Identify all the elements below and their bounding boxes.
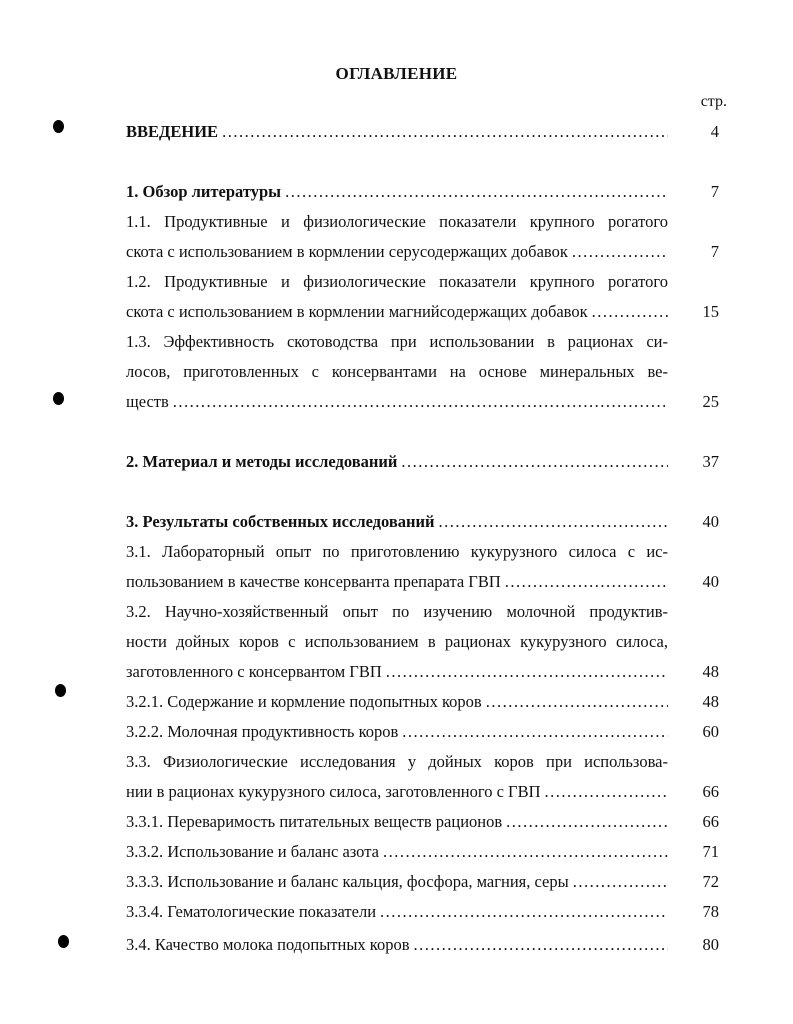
toc-entry xyxy=(126,692,668,712)
toc-page-number: 7 xyxy=(710,242,719,261)
dot-leader xyxy=(173,392,668,412)
toc-entry-title: 2. Материал и методы исследований xyxy=(126,452,398,471)
toc-entry xyxy=(126,662,668,682)
toc-entry-title: 3.2.1. Содержание и кормление подопытных коров xyxy=(126,692,482,711)
dot-leader xyxy=(402,722,668,742)
dot-leader xyxy=(439,512,668,532)
toc-entry-title: 1. Обзор литературы xyxy=(126,182,282,201)
page-column-label: стр. xyxy=(700,93,727,110)
toc-entry-line: 3.1. Лабораторный опыт по приготовлению кукурузного силоса с ис- xyxy=(126,542,668,561)
toc-entry xyxy=(126,122,668,142)
toc-page-number: 48 xyxy=(702,662,719,681)
dot-leader xyxy=(573,872,668,892)
toc-page-number: 40 xyxy=(702,572,719,591)
toc-page-number: 66 xyxy=(702,782,719,801)
binding-hole-mark xyxy=(53,120,64,133)
toc-page-number: 71 xyxy=(702,842,719,861)
dot-leader xyxy=(383,842,668,862)
toc-entry xyxy=(126,182,668,202)
toc-entry-line: лосов, приготовленных с консервантами на основе минеральных ве- xyxy=(126,362,668,381)
toc-entry xyxy=(126,452,668,472)
toc-page-number: 4 xyxy=(710,122,719,141)
dot-leader xyxy=(572,242,668,262)
toc-entry xyxy=(126,812,668,832)
toc-entry-line: 1.1. Продуктивные и физиологические показатели крупного рогатого xyxy=(126,212,668,231)
toc-page-number: 72 xyxy=(702,872,719,891)
dot-leader xyxy=(414,935,668,955)
toc-page-number: 25 xyxy=(702,392,719,411)
toc-entry xyxy=(126,392,668,412)
binding-hole-mark xyxy=(55,684,66,697)
toc-page-number: 60 xyxy=(702,722,719,741)
toc-entry xyxy=(126,902,668,922)
toc-entry-title: ВВЕДЕНИЕ xyxy=(126,122,219,141)
toc-entry-title: заготовленного с консервантом ГВП xyxy=(126,662,382,681)
toc-entry-title: 3.3.2. Использование и баланс азота xyxy=(126,842,379,861)
toc-page-number: 80 xyxy=(702,935,719,954)
toc-entry-title: пользованием в качестве консерванта препарата ГВП xyxy=(126,572,501,591)
toc-entry-title: скота с использованием в кормлении магнийсодержащих добавок xyxy=(126,302,588,321)
dot-leader xyxy=(545,782,668,802)
toc-entry-title: 3. Результаты собственных исследований xyxy=(126,512,435,531)
toc-entry xyxy=(126,782,668,802)
toc-entry-title: 3.4. Качество молока подопытных коров xyxy=(126,935,410,954)
toc-page-number: 37 xyxy=(702,452,719,471)
toc-page-number: 78 xyxy=(702,902,719,921)
toc-entry-title: 3.3.3. Использование и баланс кальция, фосфора, магния, серы xyxy=(126,872,569,891)
toc-entry-line: 3.3. Физиологические исследования у дойных коров при использова- xyxy=(126,752,668,771)
toc-page-number: 7 xyxy=(710,182,719,201)
toc-entry-title: 3.3.1. Переваримость питательных веществ рационов xyxy=(126,812,503,831)
toc-entry xyxy=(126,572,668,592)
toc-entry-line: 3.2. Научно-хозяйственный опыт по изучению молочной продуктив- xyxy=(126,602,668,621)
toc-entry-title: нии в рационах кукурузного силоса, заготовленного с ГВП xyxy=(126,782,541,801)
toc-entry-title: 3.3.4. Гематологические показатели xyxy=(126,902,377,921)
dot-leader xyxy=(486,692,668,712)
toc-page-number: 15 xyxy=(702,302,719,321)
toc-entry xyxy=(126,512,668,532)
toc-page-number: 66 xyxy=(702,812,719,831)
toc-entry-line: 1.2. Продуктивные и физиологические показатели крупного рогатого xyxy=(126,272,668,291)
toc-entry xyxy=(126,722,668,742)
toc-entry-title: ществ xyxy=(126,392,169,411)
toc-entry-title: скота с использованием в кормлении серусодержащих добавок xyxy=(126,242,568,261)
toc-entry xyxy=(126,935,668,955)
toc-page-number: 48 xyxy=(702,692,719,711)
dot-leader xyxy=(222,122,668,142)
dot-leader xyxy=(401,452,668,472)
toc-entry xyxy=(126,302,668,322)
toc-entry xyxy=(126,842,668,862)
dot-leader xyxy=(285,182,668,202)
dot-leader xyxy=(505,572,668,592)
dot-leader xyxy=(380,902,668,922)
toc-entry xyxy=(126,242,668,262)
dot-leader xyxy=(506,812,668,832)
toc-entry-line: ности дойных коров с использованием в рационах кукурузного силоса, xyxy=(126,632,668,651)
toc-page-number: 40 xyxy=(702,512,719,531)
dot-leader xyxy=(592,302,668,322)
dot-leader xyxy=(386,662,668,682)
toc-entry xyxy=(126,872,668,892)
toc-entry-title: 3.2.2. Молочная продуктивность коров xyxy=(126,722,399,741)
toc-entry-line: 1.3. Эффективность скотоводства при использовании в рационах си- xyxy=(126,332,668,351)
binding-hole-mark xyxy=(53,392,64,405)
page-title: ОГЛАВЛЕНИЕ xyxy=(335,64,458,83)
binding-hole-mark xyxy=(58,935,69,948)
